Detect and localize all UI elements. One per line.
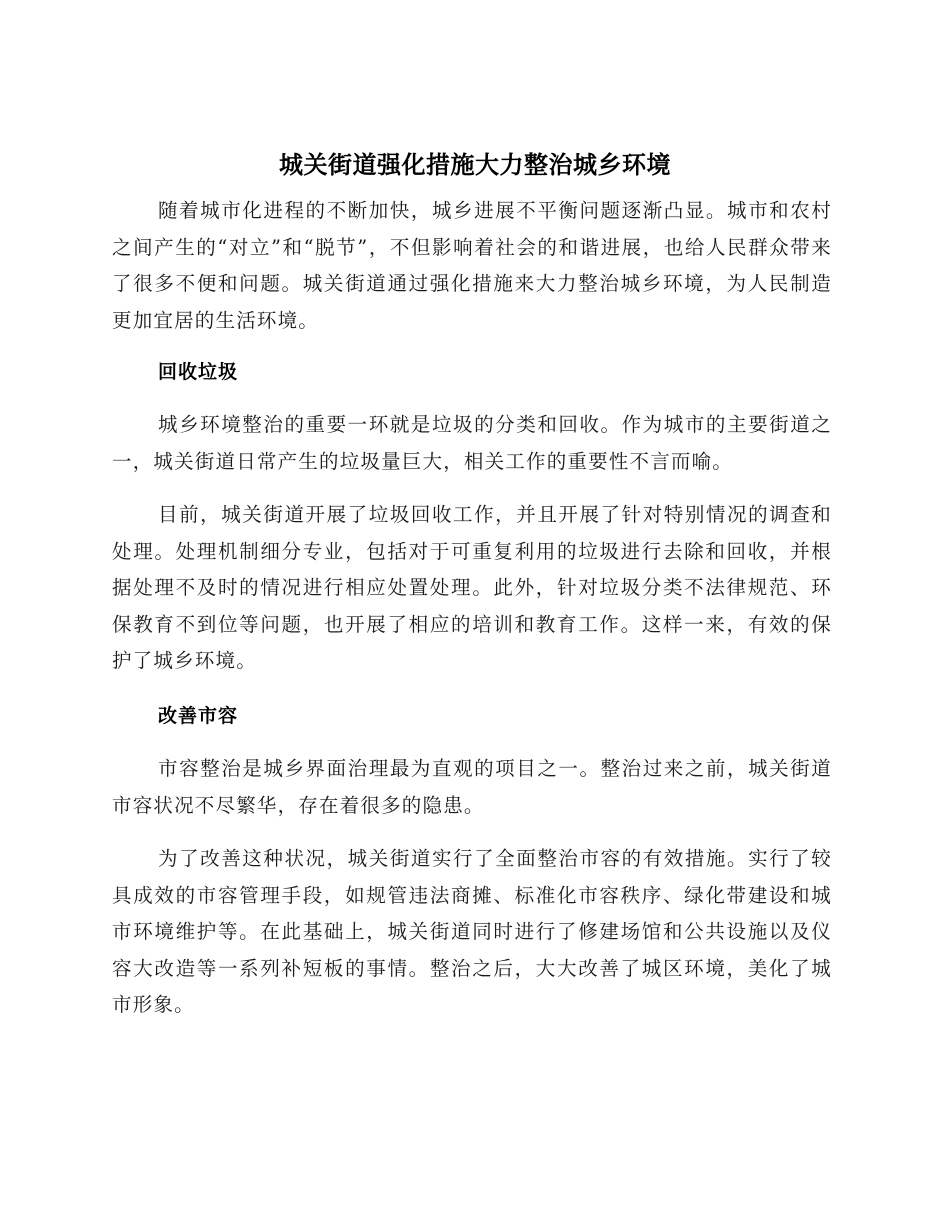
recycling-paragraph-2: 目前，城关街道开展了垃圾回收工作，并且开展了针对特别情况的调查和处理。处理机制细分专业，包括对于可重复利用的垃圾进行去除和回收，并根据处理不及时的情况进行相应处置处理。此外，针对垃圾分类不法律规范、环保教育不到位等问题，也开展了相应的培训和教育工作。这样一来，有效的保护了城乡环境。: [112, 503, 832, 672]
intro-paragraph: 随着城市化进程的不断加快，城乡进展不平衡问题逐渐凸显。城市和农村之间产生的“对立”和“脱节”，不但影响着社会的和谐进展，也给人民群众带来了很多不便和问题。城关街道通过强化措施来大力整治城乡环境，为人民制造更加宜居的生活环境。: [112, 199, 832, 332]
recycling-paragraph-1: 城乡环境整治的重要一环就是垃圾的分类和回收。作为城市的主要街道之一，城关街道日常产生的垃圾量巨大，相关工作的重要性不言而喻。: [112, 413, 832, 473]
cityscape-paragraph-1: 市容整治是城乡界面治理最为直观的项目之一。整治过来之前，城关街道市容状况不尽繁华，存在着很多的隐患。: [112, 757, 832, 817]
cityscape-paragraph-2: 为了改善这种状况，城关街道实行了全面整治市容的有效措施。实行了较具成效的市容管理手段，如规管违法商摊、标准化市容秩序、绿化带建设和城市环境维护等。在此基础上，城关街道同时进行了修建场馆和公共设施以及仪容大改造等一系列补短板的事情。整治之后，大大改善了城区环境，美化了城市形象。: [112, 847, 832, 1016]
section-heading-cityscape: 改善市容: [158, 705, 239, 727]
document-title: 城关街道强化措施大力整治城乡环境: [279, 151, 671, 179]
section-heading-recycling: 回收垃圾: [158, 361, 239, 383]
